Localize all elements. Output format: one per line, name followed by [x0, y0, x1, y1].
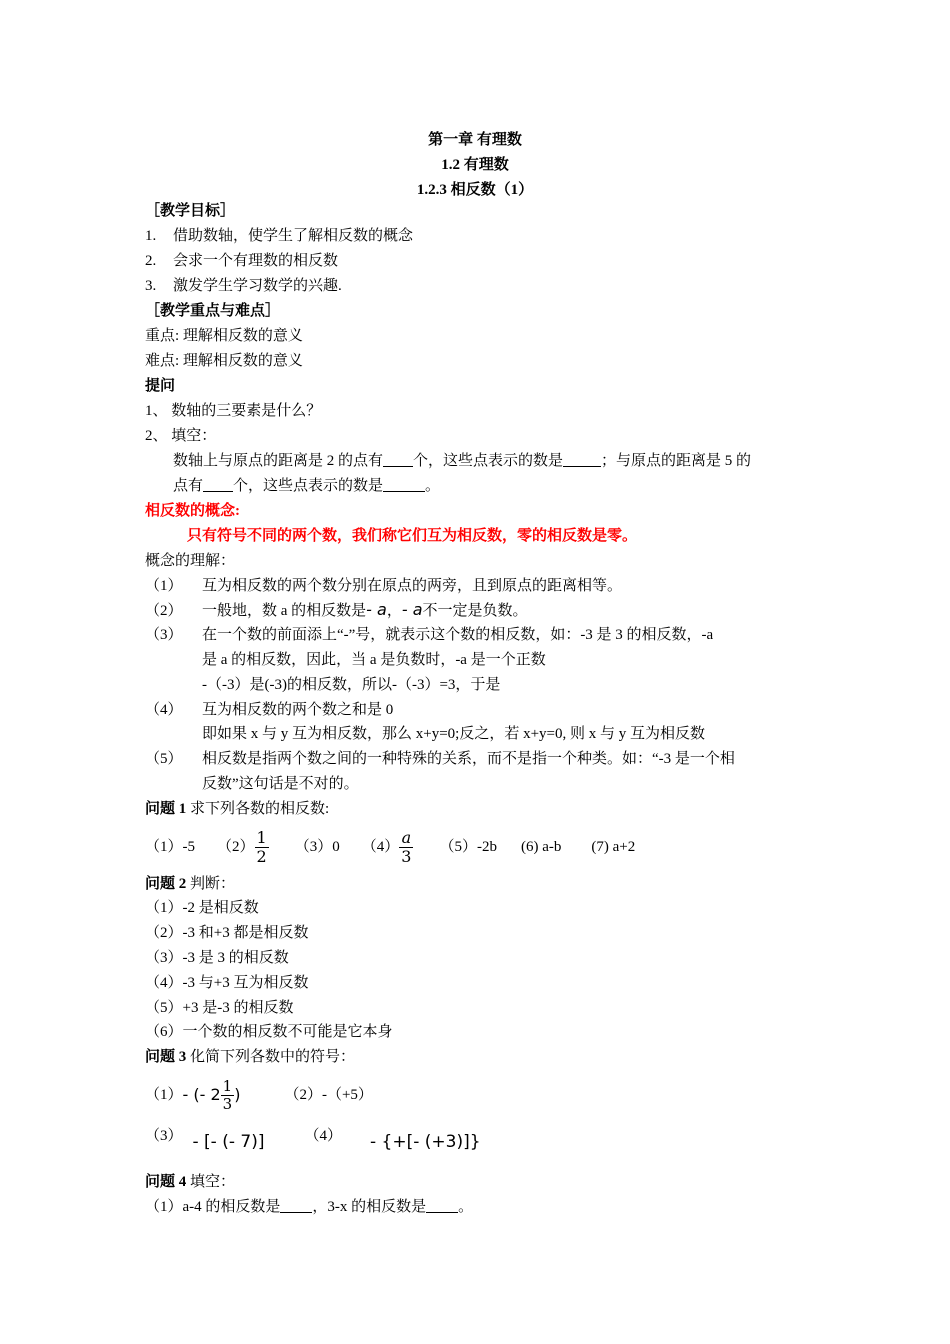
answer-blank — [280, 1198, 312, 1213]
denominator: 3 — [401, 846, 412, 866]
problem-text: 化简下列各数中的符号： — [190, 1049, 356, 1065]
item-value: -2b — [476, 839, 497, 855]
item-text: 在一个数的前面添上“-”号，就表示这个数的相反数，如：-3 是 3 的相反数，-a — [202, 627, 714, 643]
item-number: (6) — [520, 839, 539, 855]
item-number: （1） — [145, 839, 183, 855]
item-value: a+2 — [612, 839, 636, 855]
item-number: （3） — [145, 627, 183, 643]
answer-blank — [563, 452, 601, 467]
q2-text: 个，这些点表示的数是 — [413, 453, 564, 469]
item-text: 互为相反数的两个数之和是 0 — [202, 702, 394, 718]
concept-heading: 相反数的概念: — [145, 503, 240, 519]
math-expression: - {+[- (+3)]} — [370, 1132, 481, 1152]
problem-3-row-2 — [145, 1124, 481, 1164]
judge-item: （5）+3 是-3 的相反数 — [145, 1000, 294, 1016]
problem-label: 问题 2 — [145, 876, 187, 892]
fraction — [221, 1078, 235, 1113]
math-expression: - a — [401, 600, 423, 619]
q2-text: ；与原点的距离是 5 的 — [601, 453, 752, 469]
key-point-difficulty: 难点: 理解相反数的意义 — [145, 353, 303, 369]
item-text: ，3-x 的相反数是 — [312, 1199, 427, 1215]
problem-4-item — [145, 1197, 473, 1217]
item-value: -5 — [182, 839, 196, 855]
item-number: （5） — [145, 751, 183, 767]
answer-blank — [426, 1198, 458, 1213]
problem-text: 判断： — [190, 876, 236, 892]
chapter-title: 第一章 有理数 — [428, 132, 522, 148]
objective-number: 1. — [145, 228, 157, 244]
item-number: （3） — [294, 839, 333, 855]
objectives-heading: ［教学目标］ — [145, 203, 236, 219]
problem-2-heading — [145, 874, 235, 894]
item-text: 一般地，数 a 的相反数是 — [202, 603, 367, 619]
item-text: 。 — [458, 1199, 474, 1215]
q2-text: 数轴上与原点的距离是 2 的点有 — [173, 453, 384, 469]
problem-3-heading — [145, 1047, 355, 1067]
item-text: （1）a-4 的相反数是 — [145, 1199, 281, 1215]
question-1: 1、 数轴的三要素是什么？ — [145, 403, 322, 419]
judge-item: （2）-3 和+3 都是相反数 — [145, 925, 309, 941]
problem-label: 问题 1 — [145, 801, 187, 817]
item-text: （2）-（+5） — [284, 1087, 373, 1103]
problem-text: 填空： — [190, 1174, 236, 1190]
understanding-heading: 概念的理解： — [145, 553, 236, 569]
numerator: a — [401, 827, 412, 847]
question-2-line-2 — [173, 476, 440, 496]
questions-heading: 提问 — [145, 378, 176, 394]
fraction — [255, 829, 269, 866]
objective-text: 激发学生学习数学的兴趣. — [173, 278, 342, 294]
problem-4-heading — [145, 1172, 235, 1192]
fraction — [399, 829, 413, 866]
item-number: （4） — [304, 1128, 342, 1144]
understanding-item — [145, 625, 713, 645]
item-number: （2） — [217, 839, 255, 855]
item-number: （4） — [145, 702, 183, 718]
problem-label: 问题 4 — [145, 1174, 187, 1190]
item-continuation: 是 a 的相反数，因此，当 a 是负数时，-a 是一个正数 — [202, 652, 546, 668]
subsection-title: 1.2.3 相反数（1） — [416, 182, 534, 198]
answer-blank — [383, 452, 413, 467]
item-text: 不一定是负数。 — [422, 603, 528, 619]
problem-3-row-1 — [145, 1072, 373, 1118]
objective-item — [145, 276, 342, 296]
objective-item — [145, 251, 338, 271]
understanding-item — [145, 600, 528, 621]
key-point-focus: 重点: 理解相反数的意义 — [145, 328, 303, 344]
item-number: （5） — [439, 839, 477, 855]
item-number: （4） — [361, 839, 400, 855]
key-points-heading: ［教学重点与难点］ — [145, 303, 281, 319]
item-text: 相反数是指两个数之间的一种特殊的关系，而不是指一个种类。如：“-3 是一个相 — [202, 751, 735, 767]
concept-definition: 只有符号不同的两个数，我们称它们互为相反数，零的相反数是零。 — [187, 528, 638, 544]
denominator: 2 — [256, 846, 267, 866]
answer-blank — [203, 477, 233, 492]
item-continuation: -（-3）是(-3)的相反数，所以-（-3）=3，于是 — [202, 677, 501, 693]
objective-text: 会求一个有理数的相反数 — [173, 253, 339, 269]
judge-item: （3）-3 是 3 的相反数 — [145, 950, 289, 966]
understanding-item — [145, 700, 393, 720]
item-continuation: 即如果 x 与 y 互为相反数，那么 x+y=0;反之，若 x+y=0, 则 x 与 y 互为相反数 — [202, 726, 706, 742]
denominator: 3 — [222, 1094, 233, 1113]
item-number: (7) — [591, 839, 609, 855]
problem-1-heading — [145, 799, 329, 819]
item-continuation: 反数”这句话是不对的。 — [202, 776, 359, 792]
judge-item: （1）-2 是相反数 — [145, 900, 259, 916]
math-expression: ) — [234, 1085, 241, 1104]
item-number: （2） — [145, 603, 183, 619]
answer-blank — [383, 477, 425, 492]
item-number: （1） — [145, 1087, 183, 1103]
math-expression: - a — [366, 600, 387, 619]
objective-text: 借助数轴，使学生了解相反数的概念 — [173, 228, 414, 244]
q2-text: 点有 — [173, 478, 204, 494]
item-number: （3） — [145, 1128, 183, 1144]
question-2: 2、 填空： — [145, 428, 217, 444]
q2-text: 。 — [425, 478, 441, 494]
math-expression: - [- (- 7)] — [192, 1132, 265, 1152]
item-value: 0 — [332, 839, 340, 855]
objective-number: 3. — [145, 278, 157, 294]
problem-1-items — [145, 822, 635, 872]
judge-item: （6）一个数的相反数不可能是它本身 — [145, 1024, 393, 1040]
q2-text: 个，这些点表示的数是 — [233, 478, 384, 494]
objective-item — [145, 226, 413, 246]
numerator: 1 — [256, 827, 267, 847]
math-expression: - (- 2 — [182, 1085, 221, 1104]
understanding-item — [145, 576, 622, 596]
problem-label: 问题 3 — [145, 1049, 187, 1065]
item-text: 互为相反数的两个数分别在原点的两旁，且到原点的距离相等。 — [202, 578, 623, 594]
item-number: （1） — [145, 578, 183, 594]
understanding-item — [145, 749, 735, 769]
judge-item: （4）-3 与+3 互为相反数 — [145, 975, 309, 991]
objective-number: 2. — [145, 253, 157, 269]
problem-text: 求下列各数的相反数: — [190, 801, 330, 817]
numerator: 1 — [222, 1076, 233, 1095]
question-2-line-1 — [173, 451, 751, 471]
item-value: a-b — [542, 839, 562, 855]
section-title: 1.2 有理数 — [441, 157, 509, 173]
separator: ， — [386, 603, 402, 619]
